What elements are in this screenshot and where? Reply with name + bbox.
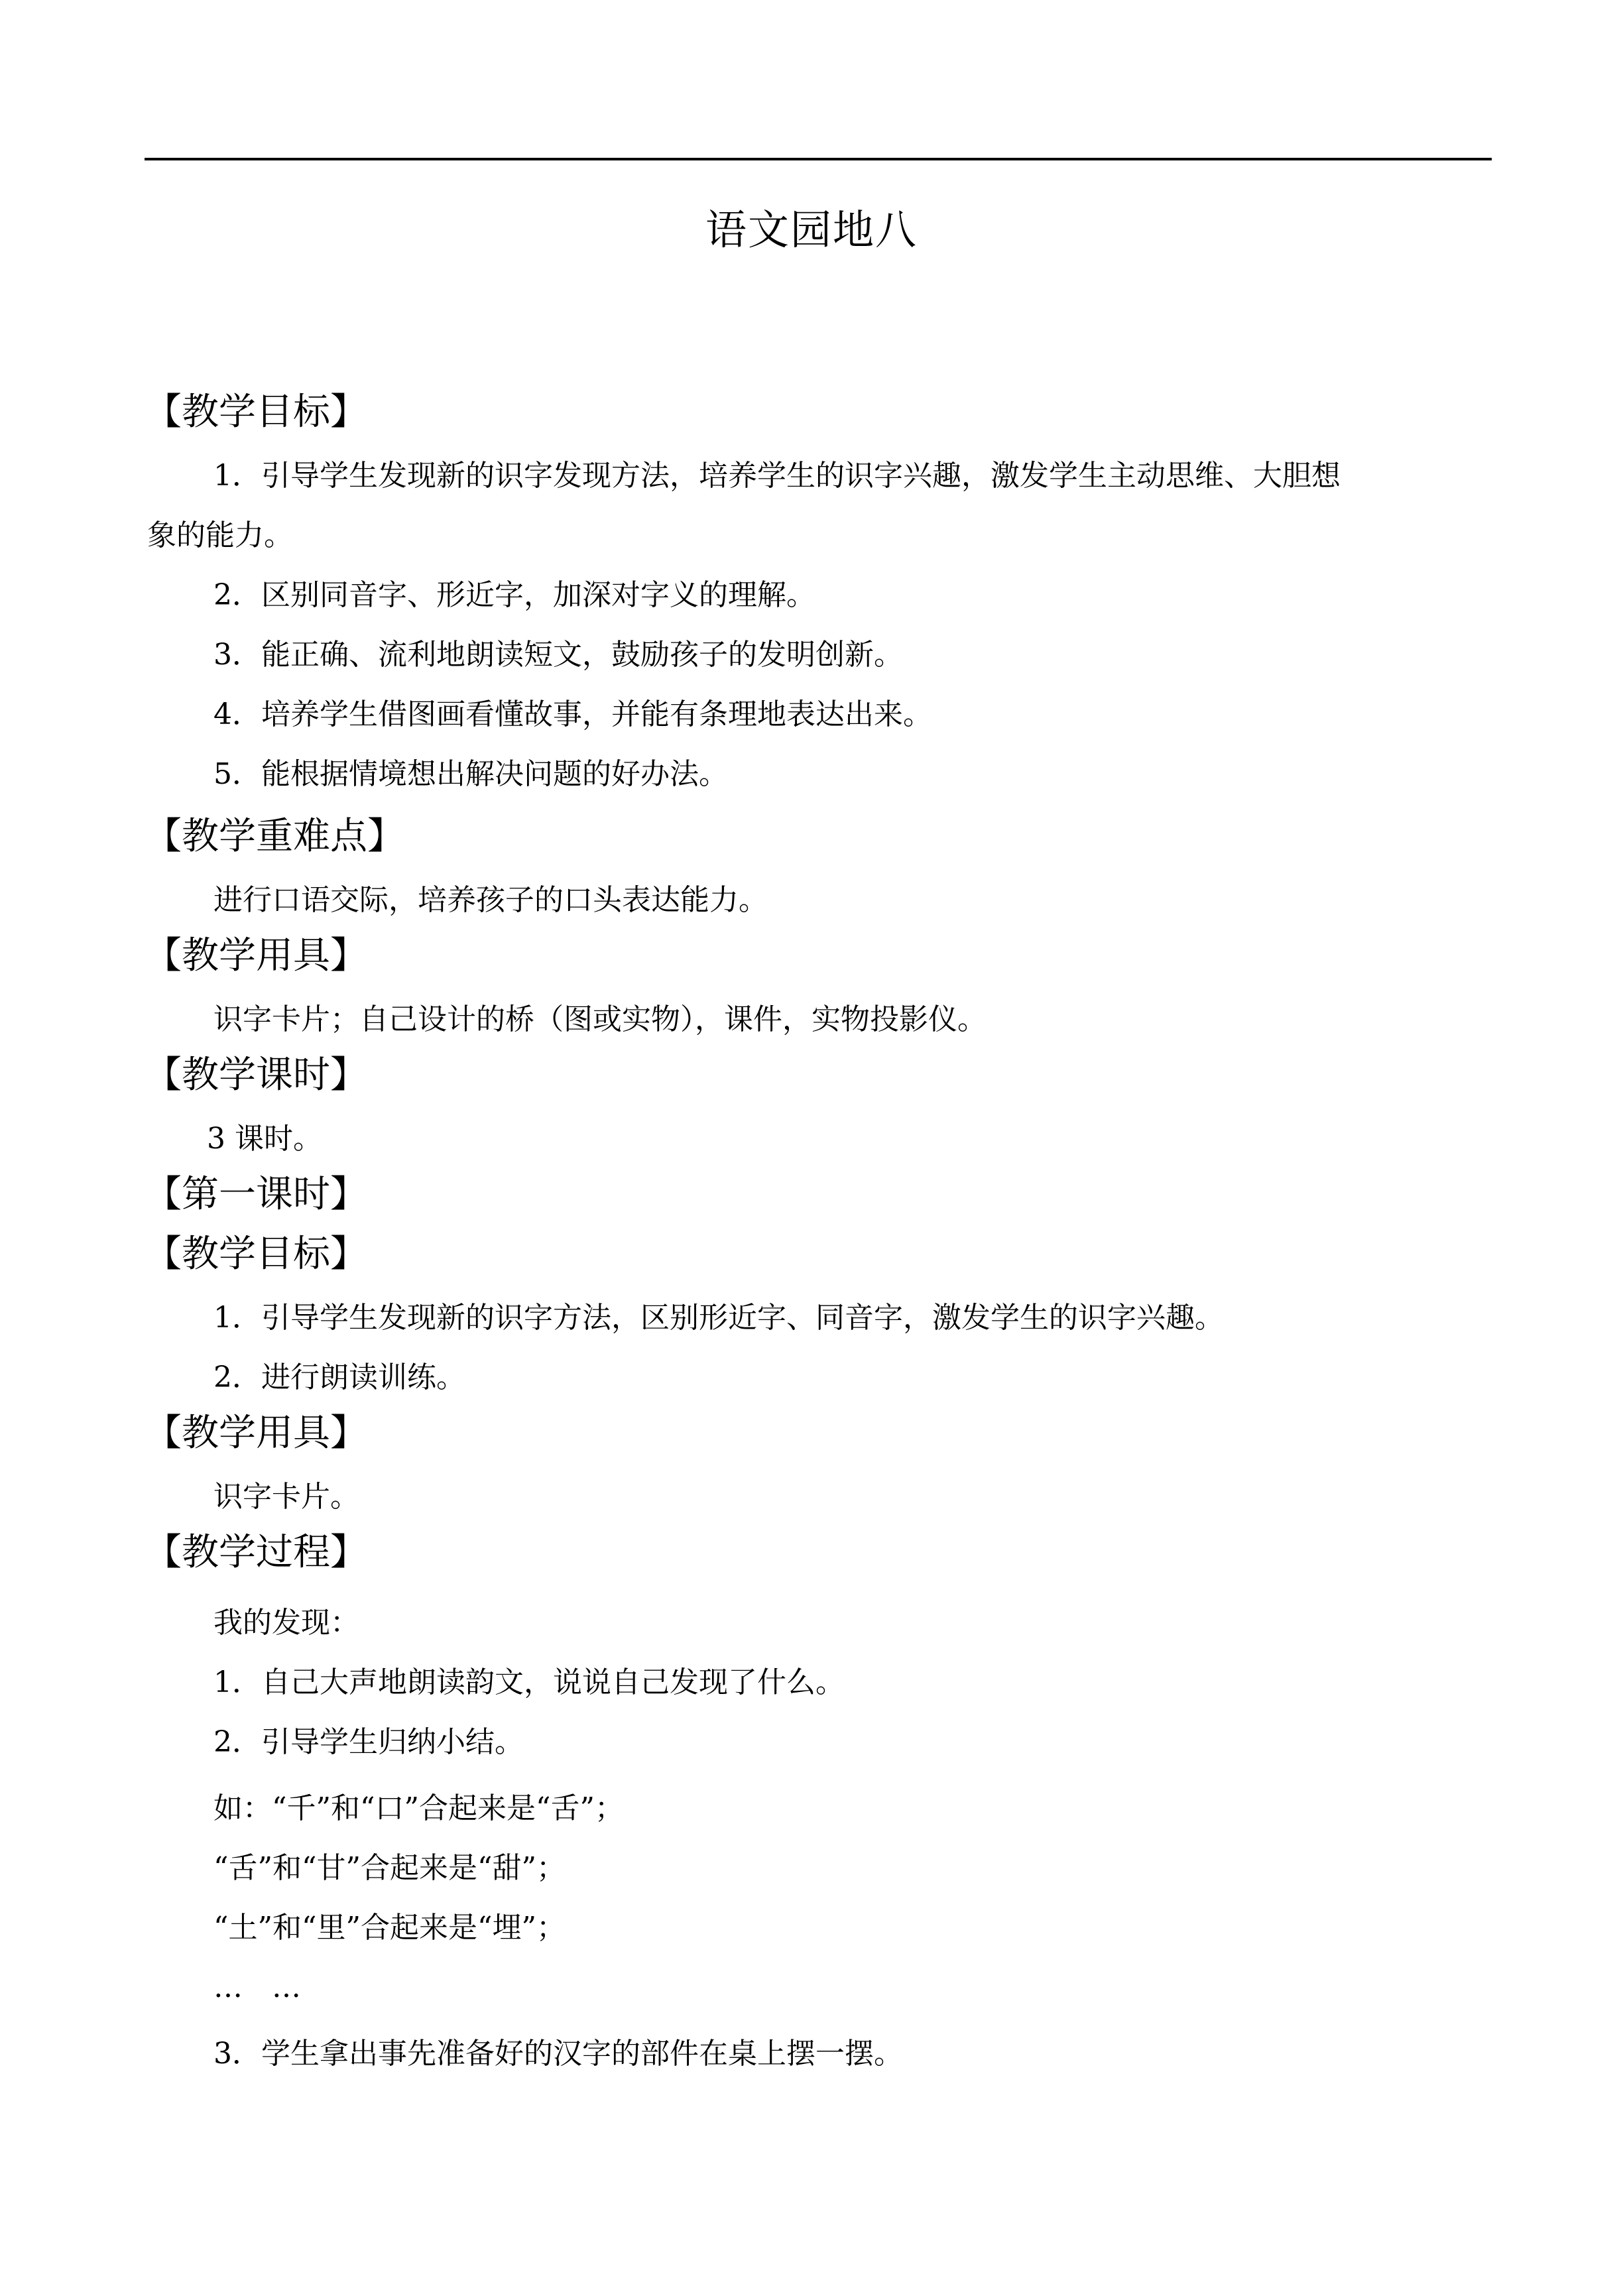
hours-heading: 【教学课时】 xyxy=(145,1054,367,1097)
lesson1-goals-heading: 【教学目标】 xyxy=(145,1233,367,1276)
goal-item-4: 4．培养学生借图画看懂故事，并能有条理地表达出来。 xyxy=(213,697,932,731)
process-line-2: 1．自己大声地朗读韵文，说说自己发现了什么。 xyxy=(213,1665,845,1699)
lesson1-tools-heading: 【教学用具】 xyxy=(145,1412,367,1455)
goals-heading: 【教学目标】 xyxy=(145,391,367,434)
goal-item-3: 3．能正确、流利地朗读短文，鼓励孩子的发明创新。 xyxy=(213,638,903,672)
process-heading: 【教学过程】 xyxy=(145,1531,367,1574)
process-line-5: “舌”和“甘”合起来是“甜”； xyxy=(213,1851,566,1885)
process-line-4: 如：“千”和“口”合起来是“舌”； xyxy=(213,1791,624,1825)
process-line-3: 2．引导学生归纳小结。 xyxy=(213,1725,524,1759)
process-line-7: 3．学生拿出事先准备好的汉字的部件在桌上摆一摆。 xyxy=(213,2037,903,2071)
lesson1-heading: 【第一课时】 xyxy=(145,1173,367,1216)
tools-heading: 【教学用具】 xyxy=(145,934,367,977)
hours-text: 3 课时。 xyxy=(207,1122,322,1156)
lesson1-goal-1: 1．引导学生发现新的识字方法，区别形近字、同音字，激发学生的识字兴趣。 xyxy=(213,1301,1224,1335)
difficulty-text: 进行口语交际，培养孩子的口头表达能力。 xyxy=(213,883,768,917)
goal-item-1-cont: 象的能力。 xyxy=(147,518,293,552)
goal-item-5: 5．能根据情境想出解决问题的好办法。 xyxy=(213,757,728,791)
process-ellipsis: … … xyxy=(213,1970,301,2004)
lesson1-tools-text: 识字卡片。 xyxy=(213,1480,359,1514)
process-line-1: 我的发现： xyxy=(213,1606,359,1640)
difficulty-heading: 【教学重难点】 xyxy=(145,815,404,858)
goal-item-1: 1．引导学生发现新的识字发现方法，培养学生的识字兴趣，激发学生主动思维、大胆想 xyxy=(213,459,1341,493)
process-line-6: “土”和“里”合起来是“埋”； xyxy=(213,1911,566,1945)
goal-item-2: 2．区别同音字、形近字，加深对字义的理解。 xyxy=(213,578,815,612)
page-title: 语文园地八 xyxy=(705,206,918,254)
lesson1-goal-2: 2．进行朗读训练。 xyxy=(213,1360,465,1394)
tools-text: 识字卡片；自己设计的桥（图或实物），课件，实物投影仪。 xyxy=(213,1002,987,1036)
